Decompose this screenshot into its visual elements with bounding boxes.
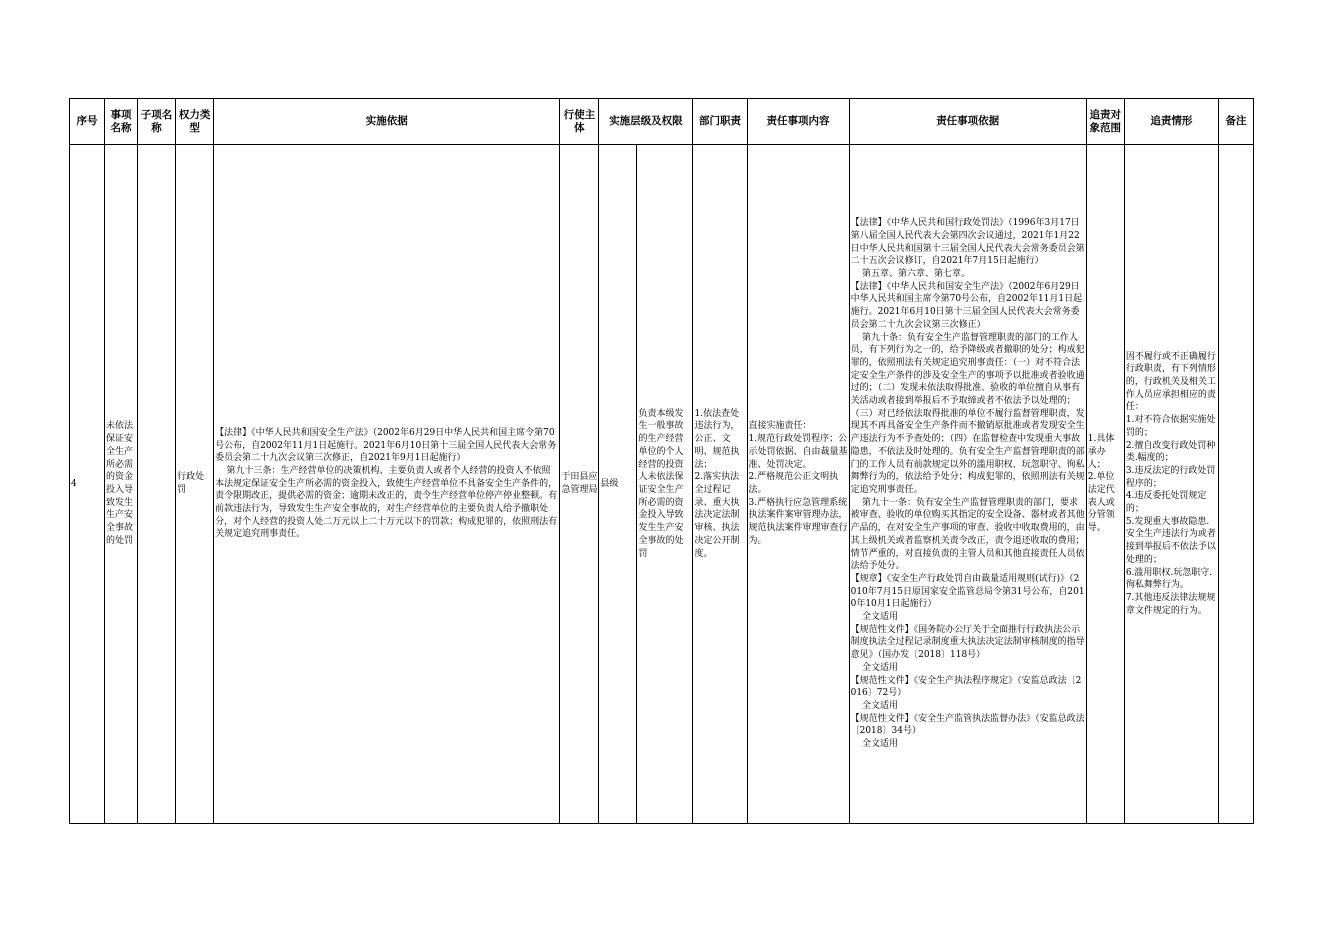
- cell-remarks: [1218, 145, 1253, 824]
- header-seq: 序号: [70, 99, 105, 145]
- cell-sub-item: [138, 145, 176, 824]
- cell-item-name: 未依法保证安全生产所必需的资金投入导致发生生产安全事故的处罚: [105, 145, 138, 824]
- header-item-name: 事项名称: [105, 99, 138, 145]
- cell-level-detail: 负责本级发生一般事故的生产经营单位的个人经营的投资人未依法保证安全生产所必需的资金投入导致发生生产安全事故的处罚: [637, 145, 693, 824]
- header-dept-duty: 部门职责: [693, 99, 747, 145]
- header-subject: 行使主体: [560, 99, 599, 145]
- header-row: [70, 99, 1254, 145]
- cell-power-type: 行政处罚: [176, 145, 214, 824]
- cell-resp-content: 直接实施责任： 1.规范行政处罚程序；公示处罚依据、自由裁量基准、处罚决定。 2.严格规范公正文明执法。 3.严格执行应急管理系统执法案件案审管理办法，规范执法案件审理审查行为。: [747, 145, 849, 824]
- table-row: [70, 145, 1254, 824]
- cell-resp-basis: 【法律】《中华人民共和国行政处罚法》（1996年3月17日第八届全国人民代表大会第四次会议通过，2021年1月22日中华人民共和国第十三届全国人民代表大会常务委员会第二十五次会议修订，自2021年7月15日起施行） 第五章、第六章、第七章。 【法律】《中华人民共和国安全生产法》（2002年6月29日中华人民共和国主席令第70号公布，自2002年11月1日起施行。2021年6月10日第十三届全国人民代表大会常务委员会第二十九次会议第三次修正） 第九十条：负有安全生产监督管理职责的部门的工作人员，有下列行为之一的，给予降级或者撤职的处分；构成犯罪的，依照刑法有关规定追究刑事责任：（一）对不符合法定安全生产条件的涉及安全生产的事项予以批准或者验收通过的；（二）发现未依法取得批准、验收的单位擅自从事有关活动或者接到举报后不予取缔或者不依法予以处理的；（三）对已经依法取得批准的单位不履行监督管理职责，发现其不再具备安全生产条件而不撤销原批准或者发现安全生产违法行为不予查处的；（四）在监督检查中发现重大事故隐患，不依法及时处理的。负有安全生产监督管理职责的部门的工作人员有前款规定以外的滥用职权、玩忽职守、徇私舞弊行为的，依法给予处分；构成犯罪的，依照刑法有关规定追究刑事责任。 第九十一条：负有安全生产监督管理职责的部门，要求被审查、验收的单位购买其指定的安全设备、器材或者其他产品的，在对安全生产事项的审查、验收中收取费用的，由其上级机关或者监察机关责令改正，责令退还收取的费用；情节严重的，对直接负责的主管人员和其他直接责任人员依法给予处分。 【规章】《安全生产行政处罚自由裁量适用规则(试行)》（2010年7月15日原国家安全监管总局令第31号公布，自2010年10月1日起施行） 全文适用 【规范性文件】《国务院办公厅关于全面推行行政执法公示制度执法全过程记录制度重大执法决定法制审核制度的指导意见》（国办发〔2018〕118号） 全文适用 【规范性文件】《安全生产执法程序规定》（安监总政法〔2016〕72号） 全文适用 【规范性文件】《安全生产监管执法监督办法》（安监总政法〔2018〕34号） 全文适用: [849, 145, 1086, 824]
- cell-seq: 4: [70, 145, 105, 824]
- header-accountability-cases: 追责情形: [1124, 99, 1218, 145]
- cell-level: 县级: [599, 145, 637, 824]
- header-basis: 实施依据: [214, 99, 560, 145]
- responsibility-table: [69, 98, 1254, 824]
- header-resp-basis: 责任事项依据: [849, 99, 1086, 145]
- cell-subject: 于田县应急管理局: [560, 145, 599, 824]
- cell-accountability-scope: 1.具体承办人； 2.单位法定代表人或分管领导。: [1086, 145, 1124, 824]
- cell-accountability-cases: 因不履行或不正确履行行政职责，有下列情形的，行政机关及相关工作人员应承担相应的责任： 1.对不符合依据实施处罚的； 2.擅自改变行政处罚种类.幅度的； 3.违反法定的行政处罚程序的； 4.违反委托处罚规定的； 5.发现重大事故隐患.安全生产违法行为或者接到举报后不依法予以处理的； 6.滥用职权.玩忽职守.徇私舞弊行为。 7.其他违反法律法规规章文件规定的行为。: [1124, 145, 1218, 824]
- cell-basis: 【法律】《中华人民共和国安全生产法》（2002年6月29日中华人民共和国主席令第70号公布，自2002年11月1日起施行。2021年6月10日第十三届全国人民代表大会常务委员会第二十九次会议第三次修正，自2021年9月1日起施行） 第九十三条：生产经营单位的决策机构、主要负责人或者个人经营的投资人不依照本法规定保证安全生产所必需的资金投入，致使生产经营单位不具备安全生产条件的，责令限期改正，提供必需的资金；逾期未改正的，责令生产经营单位停产停业整顿。有前款违法行为，导致发生生产安全事故的，对生产经营单位的主要负责人给予撤职处分，对个人经营的投资人处二万元以上二十万元以下的罚款；构成犯罪的，依照刑法有关规定追究刑事责任。: [214, 145, 560, 824]
- cell-dept-duty: 1.依法查处违法行为，公正、文明、规范执法； 2.落实执法全过程记录、重大执法决定法制审核、执法决定公开制度。: [693, 145, 747, 824]
- header-level: 实施层级及权限: [599, 99, 693, 145]
- header-remarks: 备注: [1218, 99, 1253, 145]
- header-sub-item: 子项名称: [138, 99, 176, 145]
- header-power-type: 权力类型: [176, 99, 214, 145]
- header-accountability-scope: 追责对象范围: [1086, 99, 1124, 145]
- header-resp-content: 责任事项内容: [747, 99, 849, 145]
